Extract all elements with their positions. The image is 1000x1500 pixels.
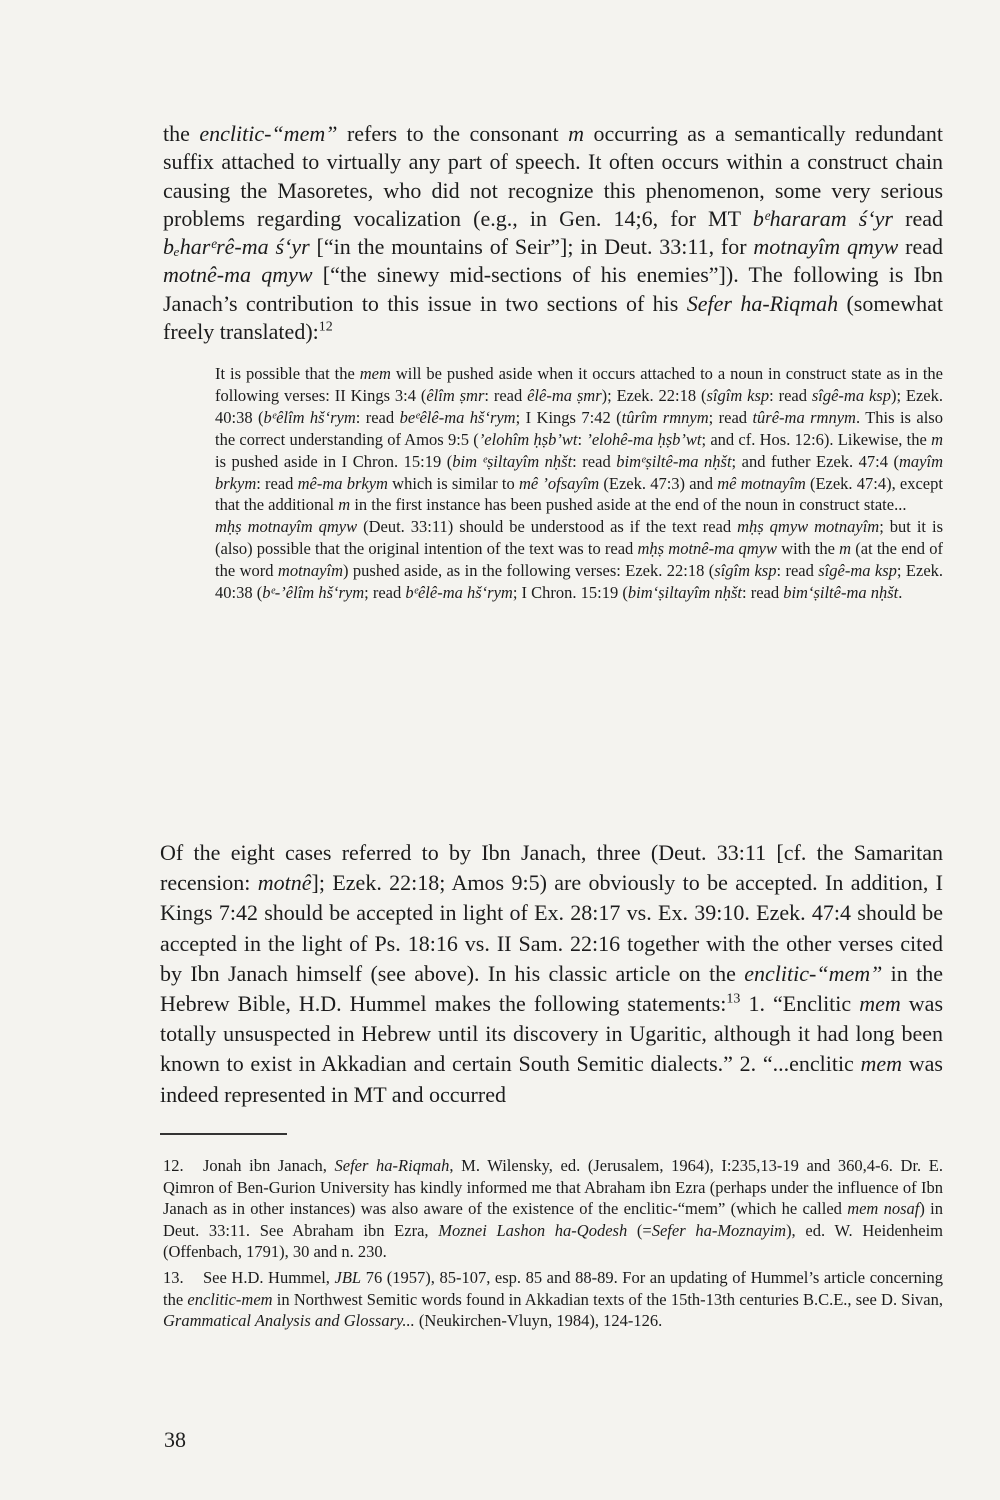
footnote-12 <box>163 1155 943 1263</box>
footnote-ref: 13 <box>726 991 741 1007</box>
text-run: Jonah ibn Janach, <box>203 1156 335 1175</box>
text-run: ) pushed aside, as in the following verses: Ezek. 22:18 ( <box>342 561 715 581</box>
italic-text: ’elohîm ḥṣb’wt <box>478 429 578 449</box>
italic-text: bimᵉṣiltê-ma nḥšt <box>616 451 732 471</box>
footnote-text <box>163 1156 943 1261</box>
italic-text: enclitic-“mem” <box>744 960 883 986</box>
italic-text: bim ᵉṣiltayîm nḥšt <box>452 451 573 471</box>
footnote-13 <box>163 1267 943 1332</box>
text-run: Of the eight cases referred to by Ibn Janach, three (Deut. 33:11 [cf. the Samaritan recension: <box>160 840 943 896</box>
text-run: in Northwest Semitic words found in Akkadian texts of the 15th-13th centuries B.C.E., see D. Sivan, <box>272 1289 943 1309</box>
italic-text: bᵉêlîm hš‘rym <box>263 407 356 427</box>
text-run: : <box>577 429 587 449</box>
text-run: It is possible that the <box>215 364 360 383</box>
italic-text: mayîm brkym <box>215 451 944 493</box>
italic-text: Sefer ha-Riqmah <box>686 290 839 316</box>
text-run: with the <box>777 539 840 559</box>
text-run: ) in Deut. 33:11. See Abraham ibn Ezra, <box>163 1199 943 1240</box>
footnote-divider <box>160 1133 287 1135</box>
text-run: ]; Ezek. 22:18; Amos 9:5) are obviously to be accepted. In addition, I Kings 7:42 should be accepted in light of Ex. 28:17 vs. Ex. 39:10. Ezek. 47:4 should be accepted in the light of Ps. 18:16 vs. II Sam. 22:16 together with the other verses cited by Ibn Janach himself (see above). In his classic article on the <box>160 870 944 986</box>
text-run: : read <box>769 385 812 405</box>
italic-text: m <box>568 121 585 146</box>
text-run: , M. Wilensky, ed. (Jerusalem, 1964), I:235,13-19 and 360,4-6. Dr. E. Qimron of Ben-Gurion University has kindly informed me that Abraham ibn Ezra (perhaps under the influence of Ibn Janach as in other instances) was also aware of the existence of the enclitic-“mem” (which he called <box>163 1156 944 1219</box>
quote-paragraph-2 <box>215 516 943 604</box>
italic-text: bₑharᵉrê-ma ś‘yr <box>163 234 310 260</box>
italic-text: enclitic-mem <box>187 1289 273 1309</box>
page-number: 38 <box>164 1427 186 1452</box>
footnote-ref: 12 <box>318 319 333 335</box>
text-run: : read <box>355 407 400 427</box>
italic-text: motnê-ma qmyw <box>163 262 313 288</box>
text-run: (at the end of the word <box>215 539 943 581</box>
italic-text: mḥṣ qmyw motnayîm <box>737 517 880 537</box>
text-run: 76 (1957), 85-107, esp. 85 and 88-89. For an updating of Hummel’s article concerning the <box>163 1267 943 1309</box>
italic-text: êlîm ṣmr <box>426 385 485 405</box>
text-run: will be pushed aside when it occurs attached to a noun in construct state as in the following verses: II Kings 3:4 ( <box>215 364 943 405</box>
text-run: occurring as a semantically redundant suffix attached to virtually any part of speech. It often occurs within a construct chain causing the Masoretes, who did not recognize this phenomenon, some very serious problems regarding vocalization (e.g., in Gen. 14;6, for MT <box>163 121 943 231</box>
text-run: ; I Chron. 15:19 ( <box>512 583 628 603</box>
text-run: [“in the mountains of Seir”]; in Deut. 33:11, for <box>309 234 754 260</box>
text-run: is pushed aside in I Chron. 15:19 ( <box>215 451 453 471</box>
italic-text: sîgîm ksp <box>714 561 777 581</box>
text-run: refers to the consonant <box>337 121 569 146</box>
text-run: : read <box>776 561 819 581</box>
text-run: ), ed. W. Heidenheim (Offenbach, 1791), 30 and n. 230. <box>163 1220 944 1262</box>
italic-text: mḥṣ motnayîm qmyw <box>215 517 358 537</box>
text-run: [“the sinewy mid-sections of his enemies”]). The following is Ibn Janach’s contribution to this issue in two sections of his <box>163 262 943 316</box>
italic-text: sîgîm ksp <box>706 385 770 405</box>
text-run: (Neukirchen-Vluyn, 1984), 124-126. <box>414 1311 663 1331</box>
block-quote <box>215 363 943 604</box>
text-run: ); Ezek. 22:18 ( <box>601 385 707 405</box>
body-paragraph-top <box>163 120 943 346</box>
italic-text: mem <box>359 364 391 383</box>
text-run: ; I Kings 7:42 ( <box>515 407 622 427</box>
italic-text: bᵉhararam ś‘yr <box>752 205 893 231</box>
italic-text: bim‘ṣiltê-ma nḥšt <box>783 583 899 603</box>
italic-text: motnê <box>257 870 312 896</box>
italic-text: ’elohê-ma ḥṣb’wt <box>586 429 702 449</box>
footnote-number: 12. <box>163 1156 184 1175</box>
text-run: read <box>898 234 944 260</box>
text-run: in the first instance has been pushed aside at the end of the noun in construct state... <box>350 495 907 515</box>
italic-text: sîgê-ma ksp <box>818 561 897 581</box>
italic-text: bᵉêlê-ma hš‘rym <box>405 583 513 603</box>
text-run: (Ezek. 47:4), except that the additional <box>215 473 943 515</box>
text-run: ; and cf. Hos. 12:6). Likewise, the <box>701 429 932 449</box>
text-run: (= <box>627 1220 652 1240</box>
italic-text: tûrê-ma rmnym <box>752 407 856 427</box>
italic-text: mḥṣ motnê-ma qmyw <box>637 539 777 559</box>
text-run: ); Ezek. 40:38 ( <box>215 385 944 427</box>
italic-text: sîgê-ma ksp <box>811 385 891 405</box>
text-run: . <box>898 583 903 603</box>
italic-text: êlê-ma ṣmr <box>527 385 602 405</box>
text-run: ; read <box>364 583 406 603</box>
italic-text: JBL <box>334 1267 362 1287</box>
text-run: ; Ezek. 40:38 ( <box>215 561 944 603</box>
italic-text: Moznei Lashon ha-Qodesh <box>438 1220 628 1240</box>
quote-paragraph-1 <box>215 363 943 516</box>
text-run: : read <box>256 473 298 493</box>
text-run: (Deut. 33:11) should be understood as if the text read <box>357 517 738 537</box>
text-run: : read <box>741 583 784 603</box>
italic-text: mê ’ofsayîm <box>518 473 600 493</box>
italic-text: mê motnayîm <box>717 473 806 493</box>
text-run: . This is also the correct understanding of Amos 9:5 ( <box>215 407 943 449</box>
italic-text: tûrîm rmnym <box>621 407 709 427</box>
text-run: read <box>892 205 943 231</box>
italic-text: enclitic-“mem” <box>199 121 338 146</box>
text-run: : read <box>572 451 617 471</box>
italic-text: Sefer ha-Riqmah <box>334 1156 450 1175</box>
text-run: (Ezek. 47:3) and <box>599 473 718 493</box>
body-paragraph-bottom <box>160 838 943 1110</box>
italic-text: mem <box>859 991 901 1017</box>
text-run: ; read <box>708 407 753 427</box>
italic-text: m <box>931 429 943 449</box>
italic-text: mem <box>860 1051 903 1077</box>
italic-text: mê-ma brkym <box>297 473 388 493</box>
text-run: which is similar to <box>387 473 519 493</box>
italic-text: Grammatical Analysis and Glossary... <box>163 1311 415 1331</box>
text-run: See H.D. Hummel, <box>203 1267 335 1287</box>
footnotes <box>163 1155 943 1336</box>
italic-text: mem nosaf <box>847 1199 920 1219</box>
italic-text: bim‘ṣiltayîm nḥšt <box>627 583 742 603</box>
text-run: the <box>163 121 200 146</box>
text-run: ; and futher Ezek. 47:4 ( <box>731 451 900 471</box>
italic-text: motnayîm qmyw <box>753 234 899 260</box>
text-run: ; but it is (also) possible that the original intention of the text was to read <box>215 517 944 559</box>
italic-text: beᵉêlê-ma hš‘rym <box>399 407 516 427</box>
text-run: 1. “Enclitic <box>740 991 860 1017</box>
italic-text: m <box>338 495 351 515</box>
text-run: (somewhat freely translated): <box>163 290 944 345</box>
italic-text: motnayîm <box>277 561 343 581</box>
text-run: was indeed represented in MT and occurred <box>160 1051 943 1107</box>
text-run: was totally unsuspected in Hebrew until its discovery in Ugaritic, although it had long been known to exist in Akkadian and certain South Semitic dialects.” 2. “...enclitic <box>160 991 944 1077</box>
italic-text: m <box>839 539 852 559</box>
footnote-text <box>163 1268 943 1330</box>
italic-text: bᵉ-’êlîm hš‘rym <box>262 583 365 603</box>
italic-text: Sefer ha-Moznayim <box>651 1220 787 1240</box>
text-run: in the Hebrew Bible, H.D. Hummel makes the following statements: <box>160 960 943 1017</box>
footnote-number: 13. <box>163 1267 184 1287</box>
text-run: : read <box>484 385 528 405</box>
